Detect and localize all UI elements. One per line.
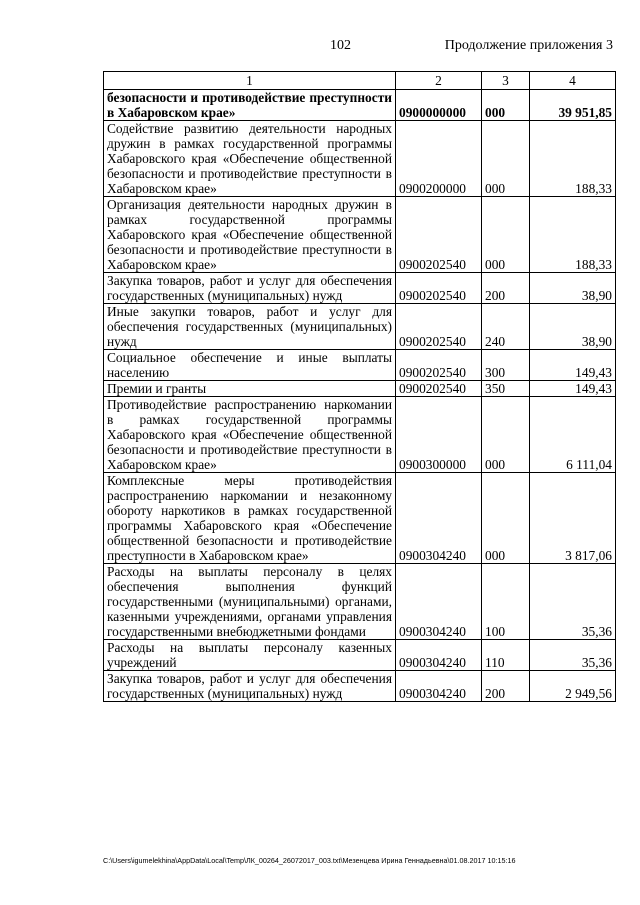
row-name: Противодействие распространению наркомании в рамках государственной программы Хабаровского края «Обеспечение общественной безопасности и противодействие преступности в Хабаровском крае» — [104, 397, 396, 473]
row-amount: 188,33 — [530, 197, 616, 273]
row-name: Социальное обеспечение и иные выплаты населению — [104, 350, 396, 381]
column-header: 2 — [396, 72, 482, 90]
column-header: 4 — [530, 72, 616, 90]
row-name: Расходы на выплаты персоналу в целях обеспечения выполнения функций государственными (муниципальными) органами, казенными учреждениями, органами управления государственными внебюджетными фондами — [104, 564, 396, 640]
column-number-row — [104, 72, 616, 90]
row-name: Комплексные меры противодействия распространению наркомании и незаконному обороту наркотиков в рамках государственной программы Хабаровского края «Обеспечение общественной безопасности и противодействие преступности в Хабаровском крае» — [104, 473, 396, 564]
row-amount: 39 951,85 — [530, 90, 616, 121]
row-name: Закупка товаров, работ и услуг для обеспечения государственных (муниципальных) нужд — [104, 273, 396, 304]
budget-table — [103, 71, 616, 702]
row-target-code: 0900304240 — [396, 473, 482, 564]
row-amount: 35,36 — [530, 640, 616, 671]
row-name: Закупка товаров, работ и услуг для обеспечения государственных (муниципальных) нужд — [104, 671, 396, 702]
row-expense-type: 200 — [482, 671, 530, 702]
row-target-code: 0900202540 — [396, 197, 482, 273]
row-target-code: 0900000000 — [396, 90, 482, 121]
column-header: 3 — [482, 72, 530, 90]
column-header: 1 — [104, 72, 396, 90]
row-name: Содействие развитию деятельности народных дружин в рамках государственной программы Хабаровского края «Обеспечение общественной безопасности и противодействие преступности в Хабаровском крае» — [104, 121, 396, 197]
page-number: 102 — [330, 38, 351, 53]
table-row — [104, 397, 616, 473]
row-expense-type: 000 — [482, 397, 530, 473]
row-expense-type: 200 — [482, 273, 530, 304]
row-target-code: 0900202540 — [396, 350, 482, 381]
row-name: безопасности и противодействие преступности в Хабаровском крае» — [104, 90, 396, 121]
row-expense-type: 000 — [482, 473, 530, 564]
row-amount: 6 111,04 — [530, 397, 616, 473]
row-name: Иные закупки товаров, работ и услуг для обеспечения государственных (муниципальных) нужд — [104, 304, 396, 350]
row-amount: 35,36 — [530, 564, 616, 640]
row-name: Организация деятельности народных дружин в рамках государственной программы Хабаровского края «Обеспечение общественной безопасности и противодействие преступности в Хабаровском крае» — [104, 197, 396, 273]
row-target-code: 0900202540 — [396, 273, 482, 304]
table-row — [104, 381, 616, 397]
row-amount: 149,43 — [530, 350, 616, 381]
row-target-code: 0900300000 — [396, 397, 482, 473]
row-amount: 38,90 — [530, 273, 616, 304]
table-row — [104, 640, 616, 671]
row-expense-type: 350 — [482, 381, 530, 397]
table-row — [104, 473, 616, 564]
row-name: Расходы на выплаты персоналу казенных учреждений — [104, 640, 396, 671]
table-row — [104, 304, 616, 350]
row-target-code: 0900304240 — [396, 564, 482, 640]
table-row — [104, 90, 616, 121]
row-expense-type: 100 — [482, 564, 530, 640]
row-amount: 38,90 — [530, 304, 616, 350]
row-amount: 149,43 — [530, 381, 616, 397]
row-expense-type: 300 — [482, 350, 530, 381]
table-row — [104, 273, 616, 304]
row-expense-type: 000 — [482, 121, 530, 197]
table-row — [104, 197, 616, 273]
appendix-continuation-label: Продолжение приложения 3 — [444, 38, 613, 53]
table-row — [104, 121, 616, 197]
row-amount: 3 817,06 — [530, 473, 616, 564]
row-target-code: 0900200000 — [396, 121, 482, 197]
row-expense-type: 000 — [482, 90, 530, 121]
row-target-code: 0900202540 — [396, 304, 482, 350]
document-file-path: C:\Users\igumelekhina\AppData\Local\Temp\ЛК_00264_26072017_003.txt\Мезенцева Ирина Геннадьевна\01.08.2017 10:15:16 — [103, 856, 516, 865]
row-expense-type: 110 — [482, 640, 530, 671]
row-target-code: 0900304240 — [396, 671, 482, 702]
row-target-code: 0900304240 — [396, 640, 482, 671]
row-target-code: 0900202540 — [396, 381, 482, 397]
row-amount: 188,33 — [530, 121, 616, 197]
row-amount: 2 949,56 — [530, 671, 616, 702]
table-row — [104, 671, 616, 702]
row-expense-type: 000 — [482, 197, 530, 273]
row-name: Премии и гранты — [104, 381, 396, 397]
table-row — [104, 564, 616, 640]
row-expense-type: 240 — [482, 304, 530, 350]
table-row — [104, 350, 616, 381]
